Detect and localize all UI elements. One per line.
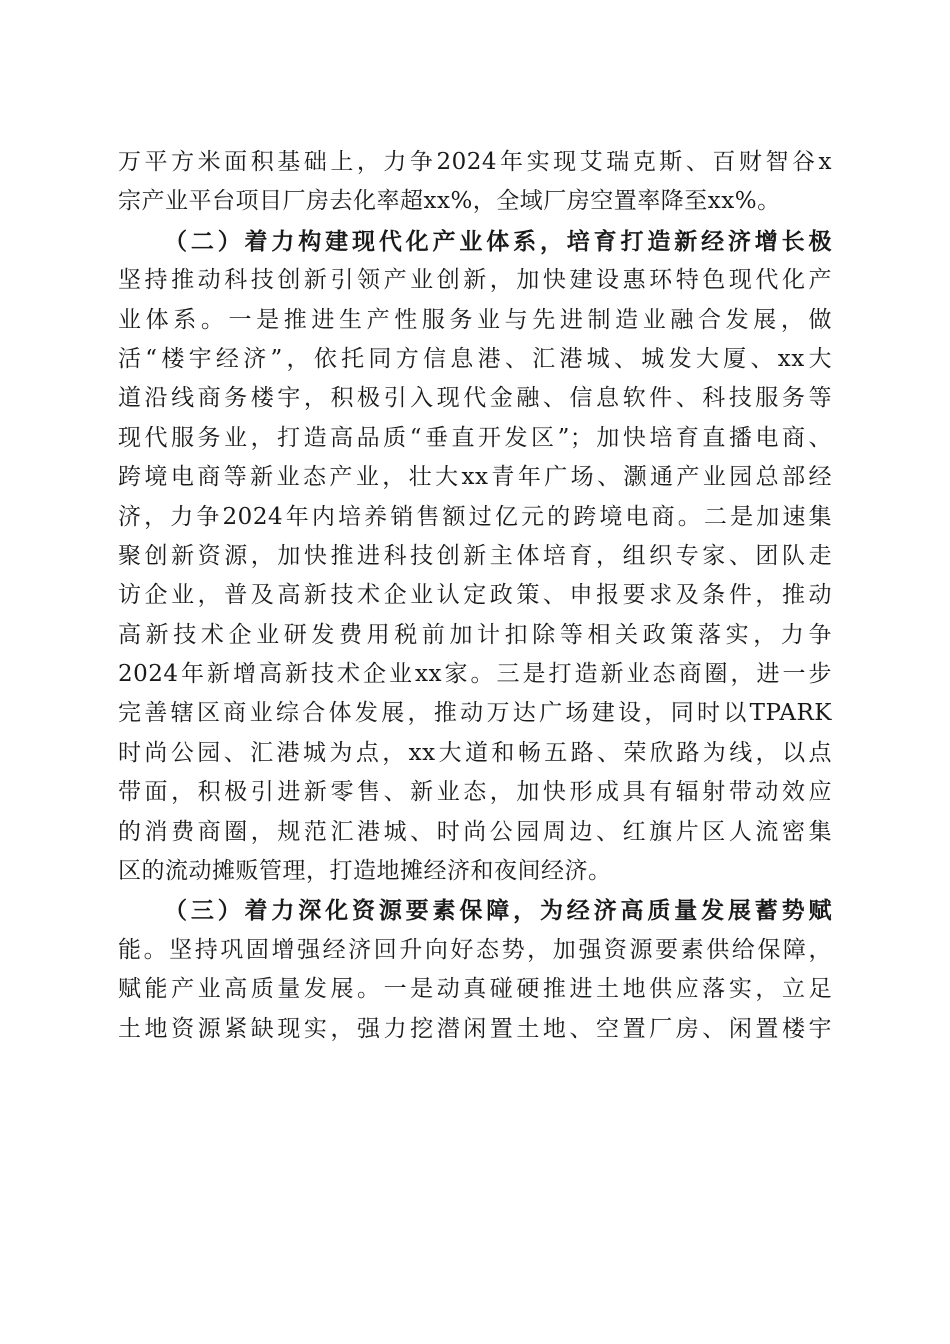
body-line: 的消费商圈，规范汇港城、时尚公园周边、红旗片区人流密集	[118, 818, 832, 845]
body-line: 现代服务业，打造高品质“垂直开发区”；加快培育直播电商、	[118, 424, 832, 451]
body-line: 宗产业平台项目厂房去化率超xx%，全域厂房空置率降至xx%。	[118, 188, 781, 215]
body-line: 活“楼宇经济”，依托同方信息港、汇港城、城发大厦、xx大	[118, 345, 832, 372]
body-line: 道沿线商务楼宇，积极引入现代金融、信息软件、科技服务等	[118, 385, 832, 412]
body-line: 访企业，普及高新技术企业认定政策、申报要求及条件，推动	[118, 582, 832, 609]
section-heading-2: （二）着力构建现代化产业体系，培育打造新经济增长极	[164, 227, 832, 255]
body-line: 土地资源紧缺现实，强力挖潜闲置土地、空置厂房、闲置楼宇	[118, 1015, 832, 1042]
body-line: 高新技术企业研发费用税前加计扣除等相关政策落实，力争	[118, 621, 832, 648]
body-line: 带面，积极引进新零售、新业态，加快形成具有辐射带动效应	[118, 779, 832, 806]
body-line: 能。坚持巩固增强经济回升向好态势，加强资源要素供给保障，	[118, 936, 832, 963]
body-line: 完善辖区商业综合体发展，推动万达广场建设，同时以TPARK	[118, 700, 832, 727]
body-line: 业体系。一是推进生产性服务业与先进制造业融合发展，做	[118, 306, 832, 333]
body-line: 2024年新增高新技术企业xx家。三是打造新业态商圈，进一步	[118, 661, 832, 688]
body-line: 跨境电商等新业态产业，壮大xx青年广场、灏通产业园总部经	[118, 464, 832, 491]
body-line: 赋能产业高质量发展。一是动真碰硬推进土地供应落实，立足	[118, 976, 832, 1003]
body-line: 万平方米面积基础上，力争2024年实现艾瑞克斯、百财智谷x	[118, 149, 832, 175]
document-body	[118, 143, 832, 1049]
body-line: 区的流动摊贩管理，打造地摊经济和夜间经济。	[118, 858, 612, 885]
section-heading-3: （三）着力深化资源要素保障，为经济高质量发展蓄势赋	[164, 897, 832, 925]
body-line: 坚持推动科技创新引领产业创新，加快建设惠环特色现代化产	[118, 267, 832, 294]
body-line: 济，力争2024年内培养销售额过亿元的跨境电商。二是加速集	[118, 503, 832, 530]
body-line: 聚创新资源，加快推进科技创新主体培育，组织专家、团队走	[118, 542, 832, 569]
body-line: 时尚公园、汇港城为点，xx大道和畅五路、荣欣路为线，以点	[118, 739, 832, 766]
